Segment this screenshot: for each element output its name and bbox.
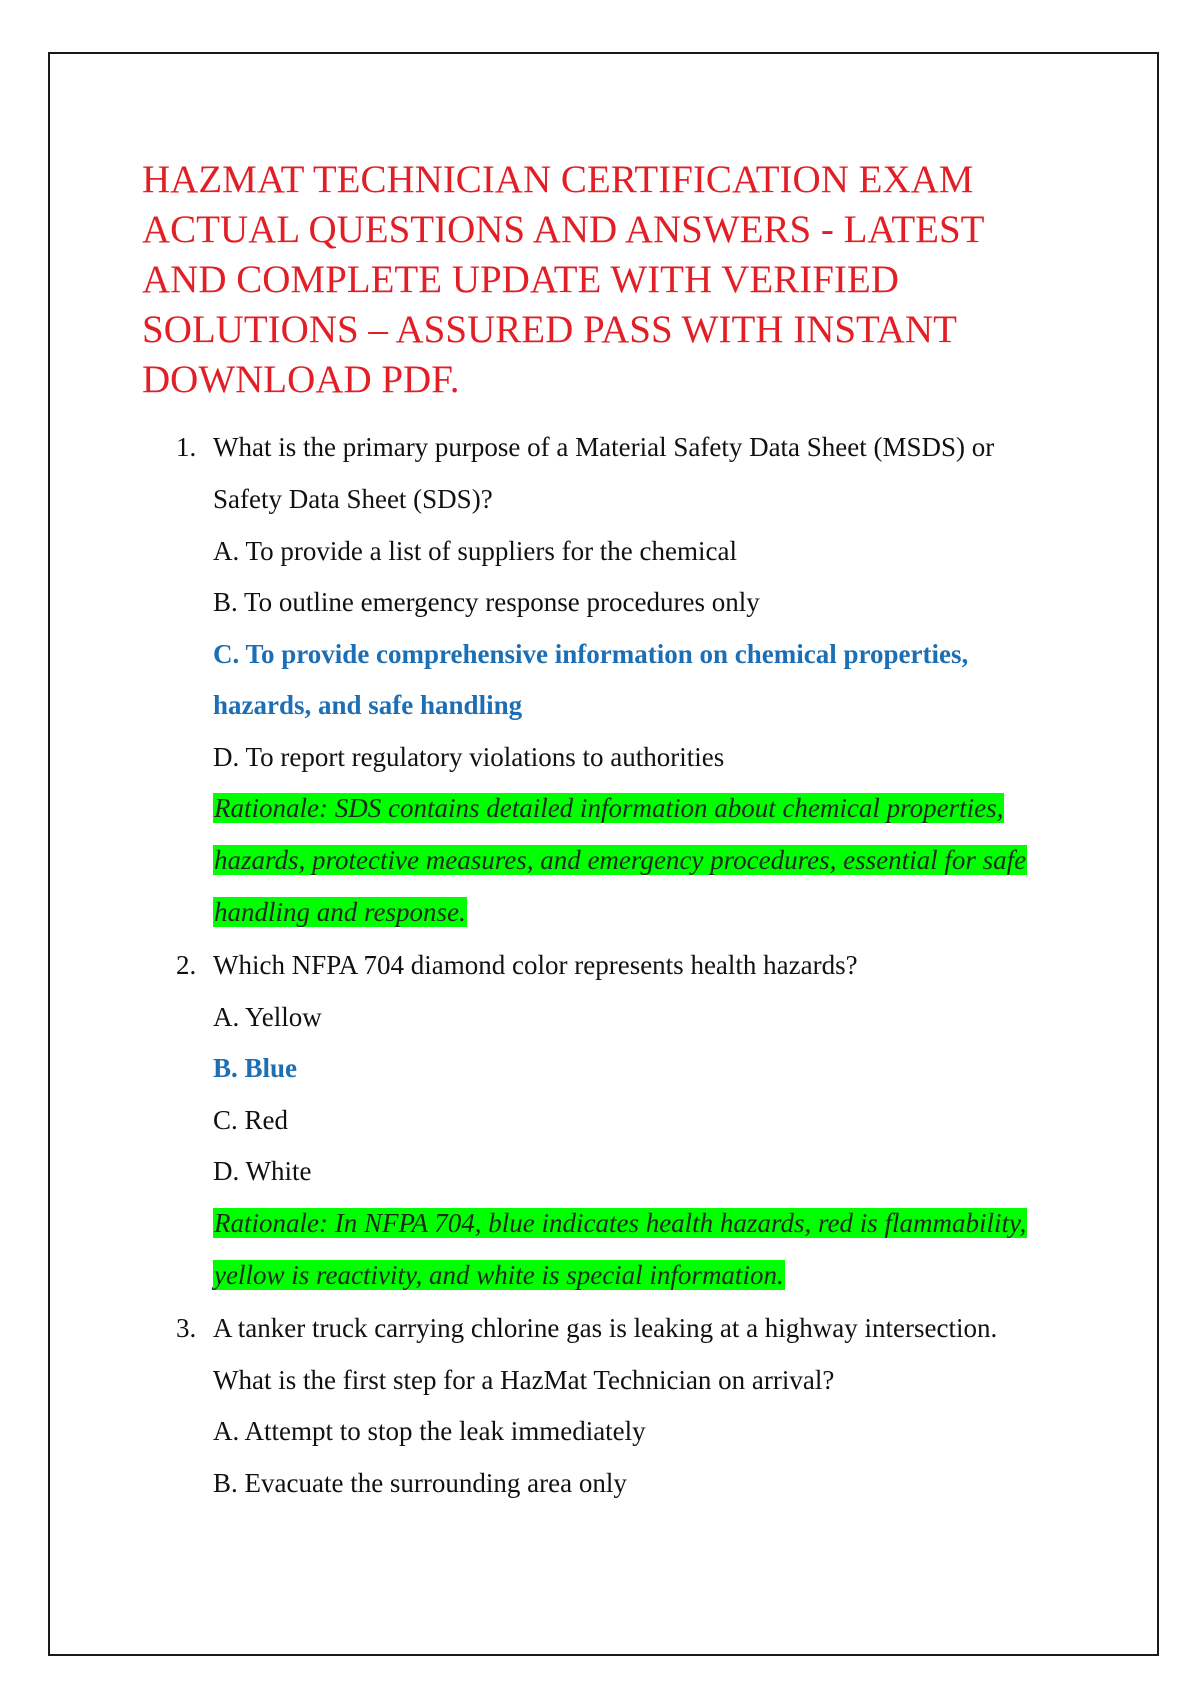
- title-line: SOLUTIONS – ASSURED PASS WITH INSTANT: [142, 308, 957, 351]
- rationale-text: Rationale: SDS contains detailed information about chemical properties,: [214, 793, 1004, 823]
- question-text: A tanker truck carrying chlorine gas is leaking at a highway intersection.: [213, 1313, 998, 1343]
- option-d: D. To report regulatory violations to authorities: [213, 742, 725, 772]
- title-line: AND COMPLETE UPDATE WITH VERIFIED: [142, 258, 899, 301]
- option-c-correct: hazards, and safe handling: [213, 690, 523, 720]
- question-text: What is the primary purpose of a Material Safety Data Sheet (MSDS) or: [213, 432, 995, 462]
- question-text: Safety Data Sheet (SDS)?: [213, 484, 493, 514]
- rationale: [213, 1206, 1027, 1240]
- option-a: A. Attempt to stop the leak immediately: [213, 1416, 646, 1446]
- rationale: [213, 791, 1004, 825]
- question-text: What is the first step for a HazMat Technician on arrival?: [213, 1365, 835, 1395]
- option-a: A. Yellow: [213, 1002, 322, 1032]
- option-a: A. To provide a list of suppliers for the chemical: [213, 536, 737, 566]
- option-b: B. Evacuate the surrounding area only: [213, 1468, 627, 1498]
- option-b: B. To outline emergency response procedures only: [213, 587, 760, 617]
- rationale-text: hazards, protective measures, and emergency procedures, essential for safe: [214, 845, 1027, 875]
- rationale-text: yellow is reactivity, and white is special information.: [214, 1260, 784, 1290]
- option-c-correct: C. To provide comprehensive information on chemical properties,: [213, 639, 969, 669]
- rationale-text: Rationale: In NFPA 704, blue indicates health hazards, red is flammability,: [214, 1208, 1027, 1238]
- rationale: [213, 895, 467, 929]
- rationale: [213, 1258, 785, 1292]
- rationale-text: handling and response.: [214, 897, 466, 927]
- option-d: D. White: [213, 1156, 312, 1186]
- rationale: [213, 843, 1027, 877]
- question-text: Which NFPA 704 diamond color represents health hazards?: [213, 950, 858, 980]
- title-line: HAZMAT TECHNICIAN CERTIFICATION EXAM: [142, 158, 974, 201]
- title-line: DOWNLOAD PDF.: [142, 358, 460, 401]
- question-number: 1.: [176, 432, 197, 462]
- option-c: C. Red: [213, 1105, 289, 1135]
- question-number: 3.: [176, 1313, 197, 1343]
- title-line: ACTUAL QUESTIONS AND ANSWERS - LATEST: [142, 208, 985, 251]
- option-b-correct: B. Blue: [213, 1053, 298, 1083]
- question-number: 2.: [176, 950, 197, 980]
